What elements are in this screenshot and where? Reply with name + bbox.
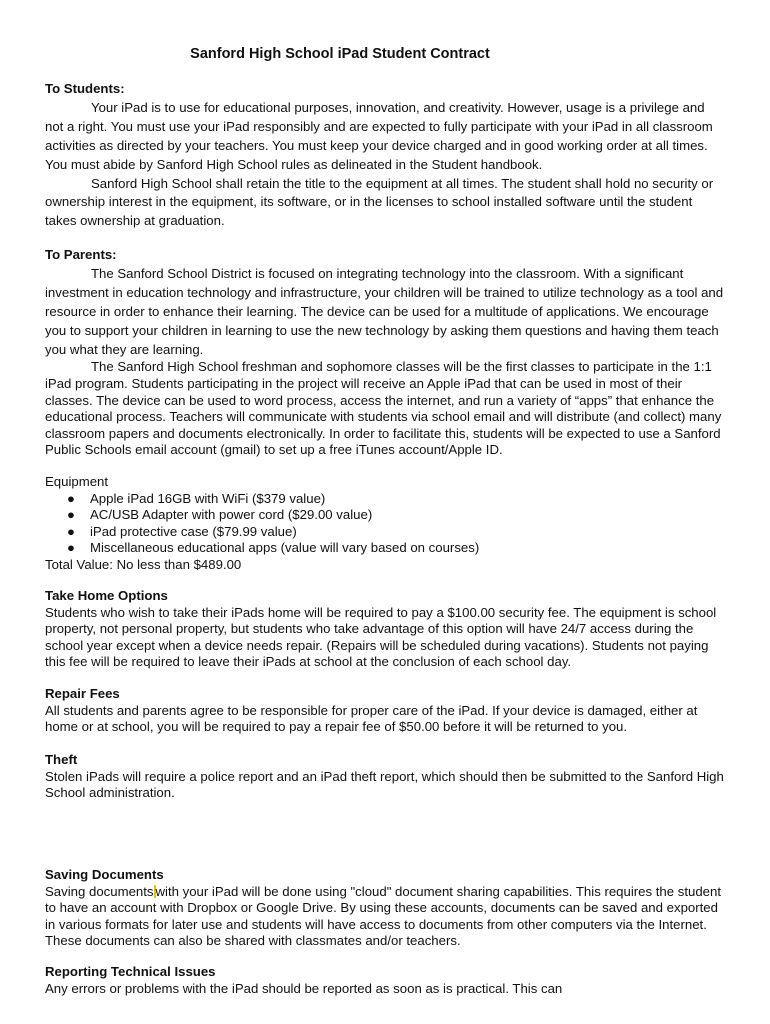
- list-item: ● AC/USB Adapter with power cord ($29.00 value): [67, 507, 373, 523]
- students-paragraph-1: Your iPad is to use for educational purposes, innovation, and creativity. However, usage is a privilege and not a right. You must use your iPad responsibly and are expected to fully participate with your iPad in all classroom activities as directed by your teachers. You must keep your device charged and in good working order at all times. You must abide by Sanford High School rules as delineated in the Student handbook.: [45, 99, 713, 172]
- students-heading: To Students:: [45, 81, 125, 96]
- bullet-icon: ●: [67, 490, 75, 506]
- equipment-total: Total Value: No less than $489.00: [45, 556, 242, 572]
- repair-text: All students and parents agree to be responsible for proper care of the iPad. If your device is damaged, either at home or at school, you will be required to pay a repair fee of $50.00 before it will be returned to you.: [45, 702, 698, 735]
- saving-text: [45, 884, 725, 950]
- parents-heading: To Parents:: [45, 247, 117, 262]
- list-item: ● Miscellaneous educational apps (value will vary based on courses): [67, 540, 480, 556]
- reporting-section: [45, 964, 725, 997]
- parents-paragraph-1: The Sanford School District is focused on integrating technology into the classroom. With a significant investment in education technology and infrastructure, your children will be trained to utilize technology as a tool and resource in order to enhance their learning. The device can be used for a multitude of applications. We encourage you to support your children in learning to use the new technology by asking them questions and having them teach you what they are learning.: [45, 265, 724, 357]
- bullet-icon: ●: [67, 523, 75, 539]
- theft-heading: Theft: [45, 752, 78, 767]
- take-home-section: [45, 588, 725, 671]
- parents-paragraph-2: The Sanford High School freshman and sophomore classes will be the first classes to participate in the 1:1 iPad program. Students participating in the project will receive an Apple iPad that can be used in most of their classes. The device can be used to word process, access the internet, and run a variety of “apps” that enhance the educational process. Teachers will communicate with students via school email and will distribute (and collect) many classroom papers and documents electronically. In order to facilitate this, students will be expected to use a Sanford Public Schools email account (gmail) to set up a free iTunes account/Apple ID.: [45, 359, 722, 458]
- parents-section: [45, 246, 725, 459]
- theft-section: [45, 752, 725, 802]
- repair-section: [45, 686, 725, 736]
- saving-heading: Saving Documents: [45, 867, 164, 882]
- list-item: ● iPad protective case ($79.99 value): [67, 523, 297, 539]
- students-paragraph-2: Sanford High School shall retain the title to the equipment at all times. The student shall hold no security or ownership interest in the equipment, its software, or in the licenses to school installed software until the student takes ownership at graduation.: [45, 175, 714, 229]
- equipment-section: [45, 474, 725, 574]
- take-home-heading: Take Home Options: [45, 588, 168, 603]
- equipment-list: [45, 491, 725, 557]
- list-item: ● Apple iPad 16GB with WiFi ($379 value): [67, 490, 326, 506]
- take-home-text: Students who wish to take their iPads home will be required to pay a $100.00 security fee. The equipment is school property, not personal property, but students who take advantage of this option will have 24/7 access during the school year except when a device needs repair. (Repairs will be scheduled during vacations). Students not paying this fee will be required to leave their iPads at school at the conclusion of each school day.: [45, 604, 717, 670]
- repair-heading: Repair Fees: [45, 686, 120, 701]
- saving-text-start: Saving documents: [45, 883, 154, 899]
- saving-section: [45, 867, 725, 950]
- bullet-icon: ●: [67, 507, 75, 523]
- page-title: Sanford High School iPad Student Contract: [190, 46, 490, 62]
- theft-text: Stolen iPads will require a police report and an iPad theft report, which should then be submitted to the Sanford High School administration.: [45, 768, 724, 801]
- equipment-heading: Equipment: [45, 474, 109, 489]
- saving-text-rest: with your iPad will be done using "cloud" document sharing capabilities. This requires the student to have an account with Dropbox or Google Drive. By using these accounts, documents can be saved and exported in various formats for later use and students will have access to documents from other computers via the Internet. These documents can also be shared with classmates and/or teachers.: [45, 883, 722, 949]
- reporting-text: Any errors or problems with the iPad should be reported as soon as is practical. This can: [45, 980, 563, 996]
- bullet-icon: ●: [67, 540, 75, 556]
- reporting-heading: Reporting Technical Issues: [45, 964, 216, 979]
- students-section: [45, 80, 725, 231]
